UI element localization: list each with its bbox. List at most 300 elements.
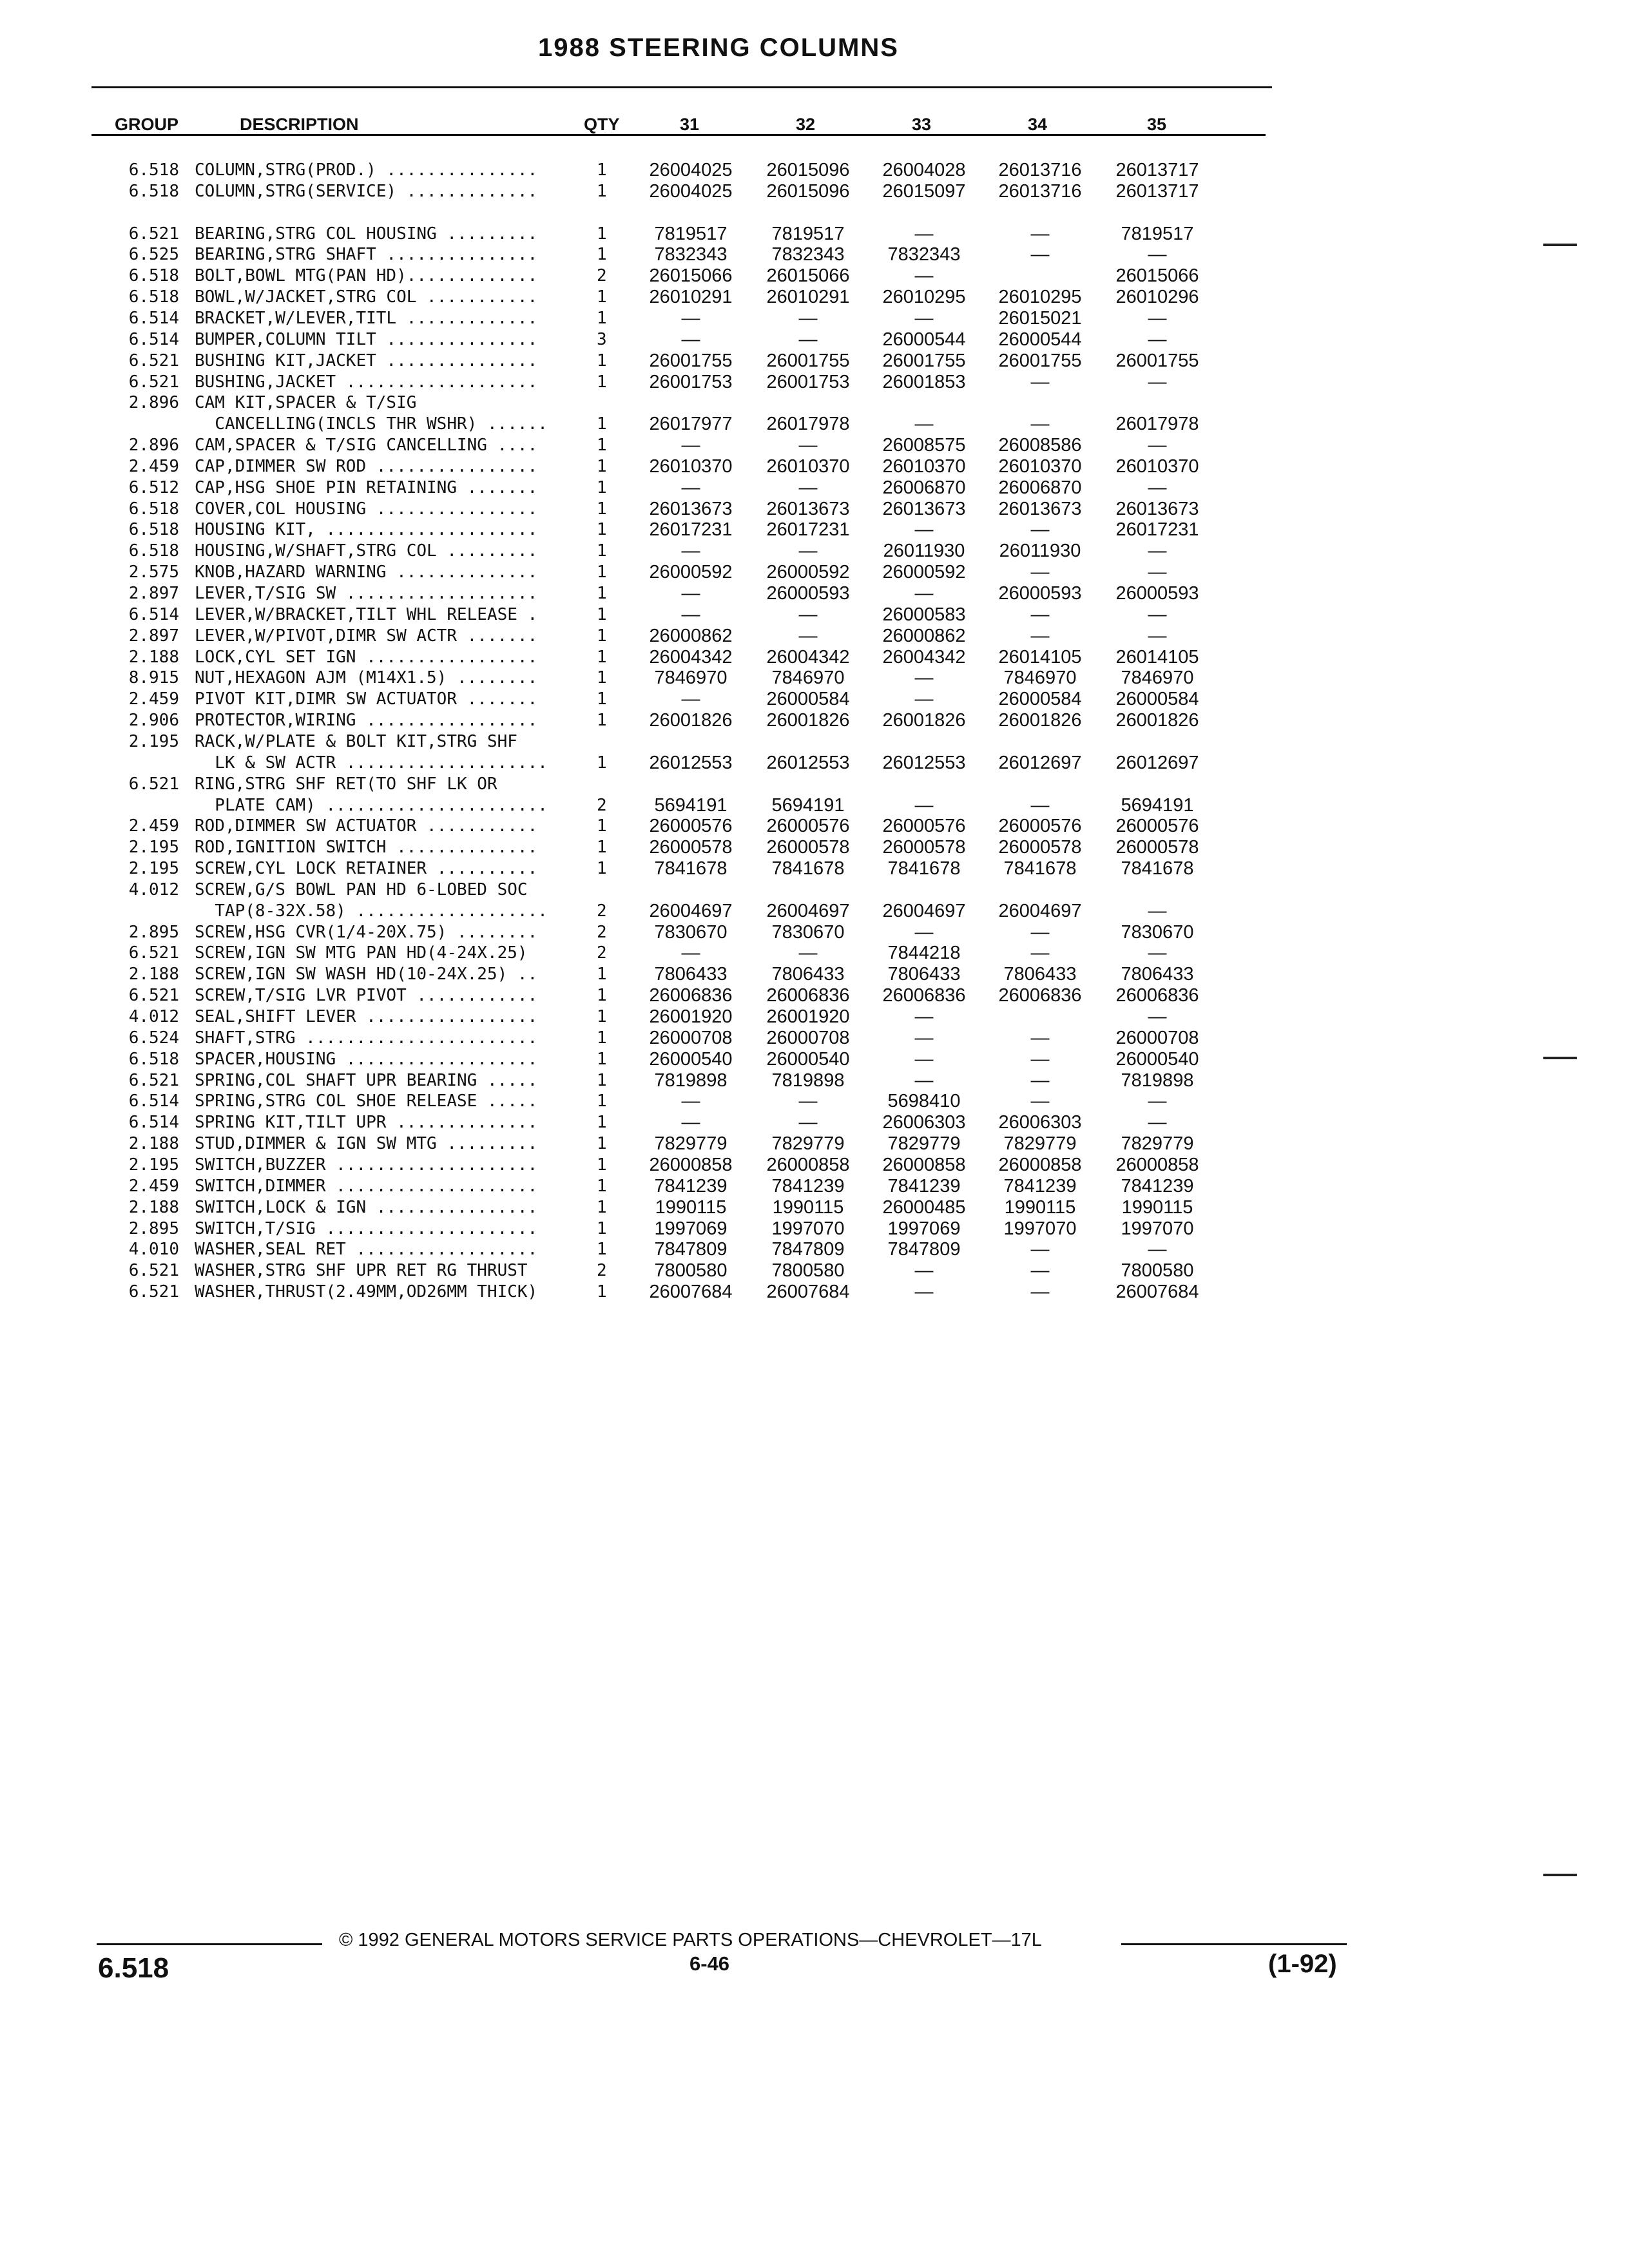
table-row: [0, 287, 1629, 308]
part-number-cell-34: —: [1030, 1048, 1050, 1070]
part-number-cell-34: 1990115: [1004, 1196, 1076, 1218]
part-number-cell-31: 7841678: [654, 858, 728, 879]
part-number-cell-33: —: [914, 1070, 934, 1091]
part-number-cell-34: —: [1030, 1070, 1050, 1091]
description-cell: SPRING,COL SHAFT UPR BEARING .....: [195, 1070, 538, 1090]
description-cell: HOUSING,W/SHAFT,STRG COL .........: [195, 541, 538, 561]
qty-cell: 1: [597, 308, 607, 328]
part-number-cell-33: 26008575: [882, 435, 966, 456]
description-cell: SPACER,HOUSING ...................: [195, 1049, 538, 1069]
part-number-cell-31: 26007684: [649, 1282, 733, 1303]
table-row: [0, 943, 1629, 964]
part-number-cell-32: 26006836: [766, 985, 850, 1006]
part-number-cell-34: 7846970: [1003, 668, 1077, 689]
description-cell: BUMPER,COLUMN TILT ...............: [195, 329, 538, 349]
qty-cell: 1: [597, 1070, 607, 1090]
part-number-cell-31: 26000708: [649, 1027, 733, 1048]
part-number-cell-33: —: [914, 1006, 934, 1027]
part-number-cell-32: 26015066: [766, 265, 850, 287]
part-number-cell-34: 26001826: [998, 710, 1082, 731]
group-cell: 2.459: [128, 816, 179, 836]
part-number-cell-35: 26015066: [1115, 265, 1199, 287]
part-number-cell-32: 7830670: [771, 921, 845, 943]
part-number-cell-31: 1997069: [654, 1218, 728, 1239]
group-cell: 2.896: [128, 436, 179, 456]
group-cell: 2.195: [128, 859, 179, 879]
table-row: [0, 1006, 1629, 1028]
part-number-cell-33: 26004697: [882, 900, 966, 921]
table-row: [0, 308, 1629, 329]
group-cell: 6.521: [128, 774, 179, 794]
part-number-cell-32: 26013673: [766, 498, 850, 519]
margin-mark-2: [1543, 1057, 1577, 1059]
part-number-cell-32: 26000593: [766, 583, 850, 604]
qty-cell: 1: [597, 372, 607, 392]
part-number-cell-33: —: [914, 414, 934, 435]
part-number-cell-31: 26017977: [649, 414, 733, 435]
part-number-cell-32: 26000858: [766, 1154, 850, 1175]
part-number-cell-33: —: [914, 1048, 934, 1070]
part-number-cell-31: —: [681, 604, 700, 625]
description-cell: SWITCH,LOCK & IGN ................: [195, 1197, 538, 1217]
part-number-cell-33: —: [914, 223, 934, 244]
part-number-cell-35: 26017231: [1115, 519, 1199, 541]
table-row: [0, 985, 1629, 1006]
part-number-cell-34: 7841678: [1003, 858, 1077, 879]
description-cell: SWITCH,BUZZER ....................: [195, 1155, 538, 1175]
part-number-cell-35: —: [1148, 900, 1167, 921]
part-number-cell-34: —: [1030, 921, 1050, 943]
part-number-cell-33: 7841239: [887, 1175, 961, 1196]
part-number-cell-32: 26017978: [766, 414, 850, 435]
part-number-cell-32: 26000578: [766, 837, 850, 858]
part-number-cell-34: 26008586: [998, 435, 1082, 456]
part-number-cell-33: 7832343: [887, 244, 961, 265]
part-number-cell-33: —: [914, 307, 934, 329]
part-number-cell-35: —: [1148, 1006, 1167, 1027]
part-number-cell-31: 26001826: [649, 710, 733, 731]
part-number-cell-32: 26017231: [766, 519, 850, 541]
description-cell: RING,STRG SHF RET(TO SHF LK OR: [195, 774, 497, 794]
table-row: [0, 922, 1629, 943]
description-header: DESCRIPTION: [240, 115, 359, 134]
part-number-cell-34: —: [1030, 625, 1050, 646]
group-cell: 2.897: [128, 626, 179, 646]
margin-mark-1: [1543, 244, 1577, 246]
part-number-cell-33: 26012553: [882, 752, 966, 773]
qty-cell: 1: [597, 753, 607, 773]
part-number-cell-34: 26011930: [999, 541, 1081, 562]
part-number-cell-31: 7830670: [654, 921, 728, 943]
part-number-cell-31: —: [681, 1091, 700, 1112]
table-row: [0, 604, 1629, 626]
table-row: [0, 181, 1629, 202]
description-cell: COLUMN,STRG(PROD.) ...............: [195, 160, 538, 180]
table-row: [0, 901, 1629, 922]
part-number-cell-31: 26000576: [649, 816, 733, 837]
part-number-cell-34: —: [1030, 414, 1050, 435]
description-cell: LEVER,T/SIG SW ...................: [195, 584, 538, 603]
part-number-cell-34: 26013673: [998, 498, 1082, 519]
part-number-cell-33: 26000862: [882, 625, 966, 646]
part-number-cell-32: 26000708: [766, 1027, 850, 1048]
qty-header: QTY: [584, 115, 620, 134]
qty-cell: 3: [597, 329, 607, 349]
col-31-header: 31: [680, 115, 700, 134]
description-cell: SCREW,IGN SW WASH HD(10-24X.25) ..: [195, 965, 538, 985]
part-number-cell-31: —: [681, 329, 700, 350]
table-row: [0, 1091, 1629, 1112]
part-number-cell-34: 26000578: [998, 837, 1082, 858]
table-row: [0, 477, 1629, 499]
table-row: [0, 1176, 1629, 1197]
group-cell: 2.195: [128, 731, 179, 751]
part-number-cell-33: —: [914, 583, 934, 604]
description-cell: SPRING,STRG COL SHOE RELEASE .....: [195, 1091, 538, 1111]
table-row: [0, 265, 1629, 287]
part-number-cell-35: —: [1148, 943, 1167, 964]
part-number-cell-32: 7841239: [771, 1175, 845, 1196]
qty-cell: 1: [597, 541, 607, 561]
part-number-cell-32: 26010291: [766, 287, 850, 308]
part-number-cell-33: 26004342: [882, 646, 966, 668]
part-number-cell-35: 7800580: [1121, 1260, 1194, 1282]
description-cell: BOWL,W/JACKET,STRG COL ...........: [195, 287, 538, 307]
part-number-cell-31: 26000862: [649, 625, 733, 646]
table-row: [0, 647, 1629, 668]
page-title: 1988 STEERING COLUMNS: [538, 34, 899, 62]
group-cell: 2.897: [128, 584, 179, 603]
description-cell: LEVER,W/BRACKET,TILT WHL RELEASE .: [195, 604, 538, 624]
part-number-cell-32: 26012553: [766, 752, 850, 773]
part-number-cell-32: 1990115: [772, 1196, 844, 1218]
part-number-cell-34: 26006836: [998, 985, 1082, 1006]
group-cell: 6.521: [128, 351, 179, 370]
table-row: [0, 1133, 1629, 1155]
part-number-cell-35: 7841239: [1121, 1175, 1194, 1196]
qty-cell: 1: [597, 986, 607, 1006]
group-cell: 2.906: [128, 711, 179, 731]
description-cell: SCREW,IGN SW MTG PAN HD(4-24X.25): [195, 943, 528, 963]
part-number-cell-32: 26015096: [766, 160, 850, 180]
part-number-cell-31: 26004342: [649, 646, 733, 668]
part-number-cell-32: 7800580: [771, 1260, 845, 1282]
part-number-cell-34: 26006303: [998, 1112, 1082, 1133]
part-number-cell-31: 26006836: [649, 985, 733, 1006]
part-number-cell-33: —: [914, 519, 934, 541]
description-cell: BEARING,STRG SHAFT ...............: [195, 245, 538, 265]
qty-cell: 1: [597, 647, 607, 667]
part-number-cell-33: 26010295: [882, 287, 966, 308]
qty-cell: 1: [597, 626, 607, 646]
group-cell: 2.188: [128, 965, 179, 985]
part-number-cell-33: —: [914, 668, 934, 689]
qty-cell: 1: [597, 816, 607, 836]
part-number-cell-33: 26000858: [882, 1154, 966, 1175]
group-cell: 2.896: [128, 393, 179, 413]
part-number-cell-31: 26004025: [649, 160, 733, 180]
part-number-cell-31: 7829779: [654, 1133, 728, 1155]
table-row: [0, 499, 1629, 520]
table-row: [0, 414, 1629, 435]
part-number-cell-35: 26000858: [1115, 1154, 1199, 1175]
table-row: [0, 626, 1629, 647]
part-number-cell-34: 26015021: [998, 307, 1082, 329]
description-cell: COVER,COL HOUSING ................: [195, 499, 538, 519]
part-number-cell-31: 26001755: [649, 350, 733, 371]
group-cell: 6.518: [128, 181, 179, 201]
part-number-cell-31: 7800580: [654, 1260, 728, 1282]
part-number-cell-32: 7847809: [771, 1239, 845, 1260]
description-cell: NUT,HEXAGON AJM (M14X1.5) ........: [195, 668, 538, 688]
part-number-cell-34: 26013716: [998, 160, 1082, 180]
description-cell: BEARING,STRG COL HOUSING .........: [195, 224, 538, 244]
part-number-cell-35: 7819517: [1121, 223, 1194, 244]
page-number: 6-46: [689, 1952, 730, 1975]
part-number-cell-34: —: [1030, 1091, 1050, 1112]
table-row: [0, 689, 1629, 710]
part-number-cell-31: 26004025: [649, 180, 733, 202]
part-number-cell-33: —: [914, 1282, 934, 1303]
part-number-cell-32: 26000584: [766, 689, 850, 710]
table-row: [0, 1070, 1629, 1091]
qty-cell: 1: [597, 838, 607, 858]
part-number-cell-34: 26012697: [998, 752, 1082, 773]
table-row: [0, 731, 1629, 753]
part-number-cell-33: 7844218: [887, 943, 961, 964]
part-number-cell-33: 26006303: [882, 1112, 966, 1133]
part-number-cell-32: 1997070: [771, 1218, 845, 1239]
part-number-cell-32: 26007684: [766, 1282, 850, 1303]
group-cell: 2.895: [128, 922, 179, 942]
qty-cell: 1: [597, 520, 607, 540]
group-cell: 2.195: [128, 1155, 179, 1175]
part-number-cell-31: —: [681, 943, 700, 964]
part-number-cell-32: —: [798, 541, 818, 562]
group-header: GROUP: [115, 115, 179, 134]
part-number-cell-32: 26000592: [766, 562, 850, 583]
table-row: [0, 710, 1629, 731]
part-number-cell-33: 26000544: [882, 329, 966, 350]
col-33-header: 33: [912, 115, 932, 134]
part-number-cell-33: 26013673: [882, 498, 966, 519]
group-cell: 2.188: [128, 1134, 179, 1154]
part-number-cell-35: 7806433: [1121, 964, 1194, 985]
part-number-cell-33: 26000583: [882, 604, 966, 625]
part-number-cell-32: 26000576: [766, 816, 850, 837]
part-number-cell-31: —: [681, 541, 700, 562]
qty-cell: 1: [597, 1197, 607, 1217]
part-number-cell-35: —: [1148, 562, 1167, 583]
part-number-cell-35: —: [1148, 244, 1167, 265]
part-number-cell-33: —: [914, 265, 934, 287]
part-number-cell-35: 26000584: [1115, 689, 1199, 710]
part-number-cell-33: 26000485: [882, 1196, 966, 1218]
qty-cell: 1: [597, 160, 607, 180]
part-number-cell-34: —: [1030, 244, 1050, 265]
part-number-cell-33: —: [914, 1260, 934, 1282]
description-cell: SWITCH,DIMMER ....................: [195, 1176, 538, 1196]
part-number-cell-35: 26001826: [1115, 710, 1199, 731]
part-number-cell-35: —: [1148, 371, 1167, 392]
part-number-cell-34: 26010295: [998, 287, 1082, 308]
group-cell: 6.521: [128, 224, 179, 244]
qty-cell: 2: [597, 922, 607, 942]
description-cell: BUSHING KIT,JACKET ...............: [195, 351, 538, 370]
part-number-cell-32: 26000540: [766, 1048, 850, 1070]
part-number-cell-31: 26001753: [649, 371, 733, 392]
part-number-cell-34: 7806433: [1003, 964, 1077, 985]
date-code: (1-92): [1268, 1950, 1337, 1978]
part-number-cell-31: 7806433: [654, 964, 728, 985]
part-number-cell-32: 7806433: [771, 964, 845, 985]
part-number-cell-31: 7819517: [654, 223, 728, 244]
part-number-cell-35: 26013717: [1115, 160, 1199, 180]
part-number-cell-34: —: [1030, 223, 1050, 244]
part-number-cell-34: 26013716: [998, 180, 1082, 202]
table-row: [0, 1239, 1629, 1260]
part-number-cell-34: 26004697: [998, 900, 1082, 921]
part-number-cell-31: 26001920: [649, 1006, 733, 1027]
group-cell: 6.514: [128, 308, 179, 328]
part-number-cell-34: 1997070: [1003, 1218, 1077, 1239]
description-cell: WASHER,SEAL RET ..................: [195, 1240, 538, 1260]
table-row: [0, 244, 1629, 265]
table-row: [0, 160, 1629, 181]
part-number-cell-33: 26000576: [882, 816, 966, 837]
group-cell: 8.915: [128, 668, 179, 688]
part-number-cell-31: 26004697: [649, 900, 733, 921]
part-number-cell-35: 26000593: [1115, 583, 1199, 604]
description-cell: CAM KIT,SPACER & T/SIG: [195, 393, 417, 413]
part-number-cell-32: —: [798, 435, 818, 456]
table-row: [0, 774, 1629, 795]
group-cell: 6.518: [128, 287, 179, 307]
qty-cell: 2: [597, 266, 607, 286]
part-number-cell-33: 26006870: [882, 477, 966, 498]
part-number-cell-35: 26010296: [1115, 287, 1199, 308]
table-row: [0, 816, 1629, 837]
part-number-cell-34: —: [1030, 1282, 1050, 1303]
group-cell: 6.524: [128, 1028, 179, 1048]
part-number-cell-31: 26015066: [649, 265, 733, 287]
description-cell: SCREW,HSG CVR(1/4-20X.75) ........: [195, 922, 538, 942]
qty-cell: 1: [597, 477, 607, 497]
part-number-cell-35: 26013717: [1115, 180, 1199, 202]
table-row: [0, 1197, 1629, 1218]
part-number-cell-34: —: [1030, 943, 1050, 964]
group-cell: 6.518: [128, 1049, 179, 1069]
part-number-cell-33: 26000578: [882, 837, 966, 858]
part-number-cell-32: 7846970: [771, 668, 845, 689]
part-number-cell-33: 26011930: [883, 541, 965, 562]
description-cell: WASHER,THRUST(2.49MM,OD26MM THICK): [195, 1282, 538, 1302]
part-number-cell-33: 1997069: [887, 1218, 961, 1239]
qty-cell: 1: [597, 965, 607, 985]
part-number-cell-32: 5694191: [771, 794, 845, 816]
part-number-cell-35: 26001755: [1115, 350, 1199, 371]
group-cell: 6.521: [128, 1261, 179, 1281]
part-number-cell-31: 1990115: [655, 1196, 727, 1218]
description-cell: SCREW,CYL LOCK RETAINER ..........: [195, 859, 538, 879]
part-number-cell-31: 26013673: [649, 498, 733, 519]
group-cell: 2.459: [128, 1176, 179, 1196]
qty-cell: 1: [597, 1218, 607, 1238]
qty-cell: 2: [597, 943, 607, 963]
part-number-cell-34: —: [1030, 604, 1050, 625]
description-cell: SHAFT,STRG .......................: [195, 1028, 538, 1048]
table-row: [0, 583, 1629, 604]
table-row: [0, 879, 1629, 901]
table-row: [0, 1049, 1629, 1070]
part-number-cell-32: —: [798, 625, 818, 646]
part-number-cell-35: —: [1148, 1239, 1167, 1260]
part-number-cell-35: 26012697: [1115, 752, 1199, 773]
group-cell: 6.525: [128, 245, 179, 265]
part-number-cell-33: —: [914, 1027, 934, 1048]
qty-cell: 1: [597, 499, 607, 519]
table-row: [0, 668, 1629, 689]
qty-cell: 1: [597, 414, 607, 434]
part-number-cell-32: —: [798, 1112, 818, 1133]
table-row: [0, 753, 1629, 774]
part-number-cell-33: 26000592: [882, 562, 966, 583]
qty-cell: 1: [597, 224, 607, 244]
description-cell: PIVOT KIT,DIMR SW ACTUATOR .......: [195, 689, 538, 709]
description-cell: KNOB,HAZARD WARNING ..............: [195, 562, 538, 582]
description-cell: RACK,W/PLATE & BOLT KIT,STRG SHF: [195, 731, 517, 751]
part-number-cell-31: —: [681, 583, 700, 604]
part-number-cell-31: 7841239: [654, 1175, 728, 1196]
part-number-cell-31: 26017231: [649, 519, 733, 541]
part-number-cell-33: 7829779: [887, 1133, 961, 1155]
col-35-header: 35: [1147, 115, 1167, 134]
group-cell: 6.514: [128, 1113, 179, 1133]
description-cell: SEAL,SHIFT LEVER .................: [195, 1007, 538, 1026]
qty-cell: 2: [597, 795, 607, 815]
part-number-cell-35: 7841678: [1121, 858, 1194, 879]
description-cell: LOCK,CYL SET IGN .................: [195, 647, 538, 667]
margin-mark-3: [1543, 1874, 1577, 1876]
group-cell: 6.518: [128, 266, 179, 286]
table-row: [0, 1282, 1629, 1303]
footer-group-number: 6.518: [98, 1952, 169, 1984]
part-number-cell-31: 26010291: [649, 287, 733, 308]
part-number-cell-31: 26000578: [649, 837, 733, 858]
qty-cell: 1: [597, 351, 607, 370]
group-cell: 6.514: [128, 1091, 179, 1111]
part-number-cell-34: —: [1030, 371, 1050, 392]
part-number-cell-34: 26014105: [998, 646, 1082, 668]
group-cell: 6.518: [128, 160, 179, 180]
group-cell: 2.188: [128, 647, 179, 667]
part-number-cell-35: —: [1148, 435, 1167, 456]
part-number-cell-34: 26000584: [998, 689, 1082, 710]
description-cell: TAP(8-32X.58) ...................: [195, 901, 548, 921]
part-number-cell-31: 7832343: [654, 244, 728, 265]
table-row: [0, 519, 1629, 541]
table-row: [0, 456, 1629, 477]
part-number-cell-35: 26014105: [1115, 646, 1199, 668]
description-cell: CANCELLING(INCLS THR WSHR) ......: [195, 414, 548, 434]
group-cell: 6.521: [128, 986, 179, 1006]
table-row: [0, 202, 1629, 224]
group-cell: 6.521: [128, 1282, 179, 1302]
description-cell: STUD,DIMMER & IGN SW MTG .........: [195, 1134, 538, 1154]
description-cell: HOUSING KIT, .....................: [195, 520, 538, 540]
description-cell: SWITCH,T/SIG .....................: [195, 1218, 538, 1238]
part-number-cell-32: 26001755: [766, 350, 850, 371]
